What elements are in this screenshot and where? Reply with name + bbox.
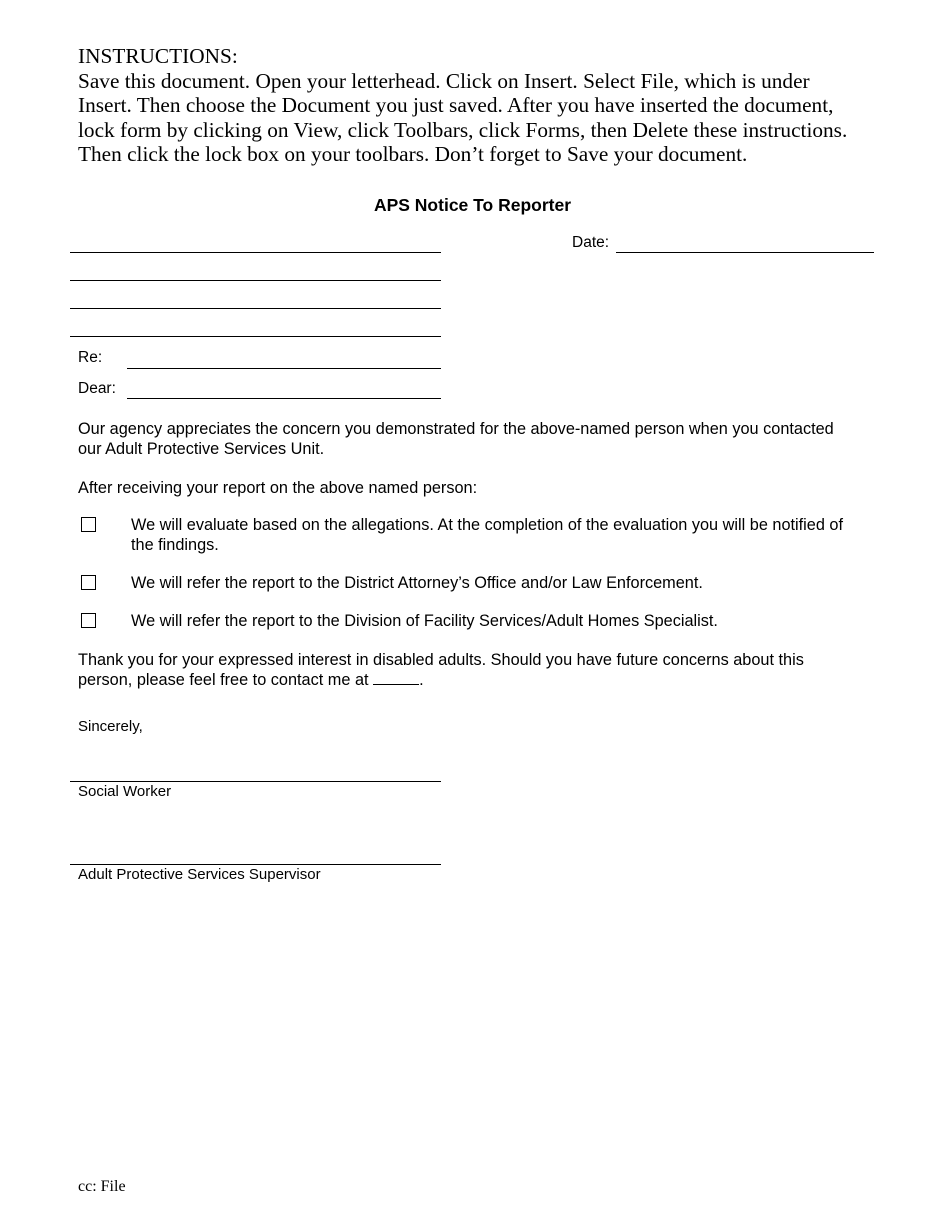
intro-line: Our agency appreciates the concern you demonstrated for the above-named person when you contacted bbox=[78, 420, 834, 438]
social-worker-label: Social Worker bbox=[78, 783, 172, 800]
thanks-line: Thank you for your expressed interest in disabled adults. Should you have future concerns about this bbox=[78, 651, 804, 669]
instructions-block bbox=[78, 44, 898, 167]
option-line: We will evaluate based on the allegations. At the completion of the evaluation you will be notified of bbox=[131, 516, 844, 534]
address-line-1-field[interactable] bbox=[70, 252, 441, 253]
instructions-line: Then click the lock box on your toolbars. Don’t forget to Save your document. bbox=[78, 142, 748, 167]
dear-label: Dear: bbox=[78, 380, 116, 397]
instructions-line: lock form by clicking on View, click Toolbars, click Forms, then Delete these instructions. bbox=[78, 117, 848, 142]
instructions-heading: INSTRUCTIONS: bbox=[78, 44, 238, 68]
supervisor-label: Adult Protective Services Supervisor bbox=[78, 866, 321, 883]
intro-paragraph bbox=[78, 419, 878, 459]
instructions-line: Insert. Then choose the Document you just saved. After you have inserted the document, bbox=[78, 93, 834, 118]
address-line-2-field[interactable] bbox=[70, 280, 441, 281]
evaluate-checkbox[interactable] bbox=[81, 517, 96, 532]
instructions-line: Save this document. Open your letterhead. Click on Insert. Select File, which is under bbox=[78, 68, 810, 93]
thanks-line-suffix: . bbox=[419, 671, 424, 689]
thanks-line-2 bbox=[78, 670, 878, 690]
closing-text: Sincerely, bbox=[78, 718, 143, 735]
page-title: APS Notice To Reporter bbox=[373, 195, 572, 215]
re-field[interactable] bbox=[127, 368, 441, 369]
report-paragraph: After receiving your report on the above named person: bbox=[78, 479, 478, 497]
dear-field[interactable] bbox=[127, 398, 441, 399]
refer-da-option-text: We will refer the report to the District Attorney’s Office and/or Law Enforcement. bbox=[131, 574, 703, 592]
address-line-3-field[interactable] bbox=[70, 308, 441, 309]
date-field[interactable] bbox=[616, 252, 874, 253]
thanks-paragraph bbox=[78, 650, 878, 690]
re-label: Re: bbox=[78, 349, 103, 366]
refer-dfs-option-text: We will refer the report to the Division of Facility Services/Adult Homes Specialist. bbox=[131, 612, 718, 630]
date-label: Date: bbox=[572, 234, 610, 251]
intro-line: our Adult Protective Services Unit. bbox=[78, 440, 325, 458]
refer-da-checkbox[interactable] bbox=[81, 575, 96, 590]
address-line-4-field[interactable] bbox=[70, 336, 441, 337]
evaluate-option-text bbox=[131, 515, 876, 555]
supervisor-signature-line[interactable] bbox=[70, 864, 441, 865]
contact-field[interactable] bbox=[373, 671, 419, 685]
social-worker-signature-line[interactable] bbox=[70, 781, 441, 782]
refer-dfs-checkbox[interactable] bbox=[81, 613, 96, 628]
option-line: the findings. bbox=[131, 536, 219, 554]
cc-file-note: cc: File bbox=[78, 1178, 126, 1195]
thanks-line-prefix: person, please feel free to contact me at bbox=[78, 671, 369, 689]
